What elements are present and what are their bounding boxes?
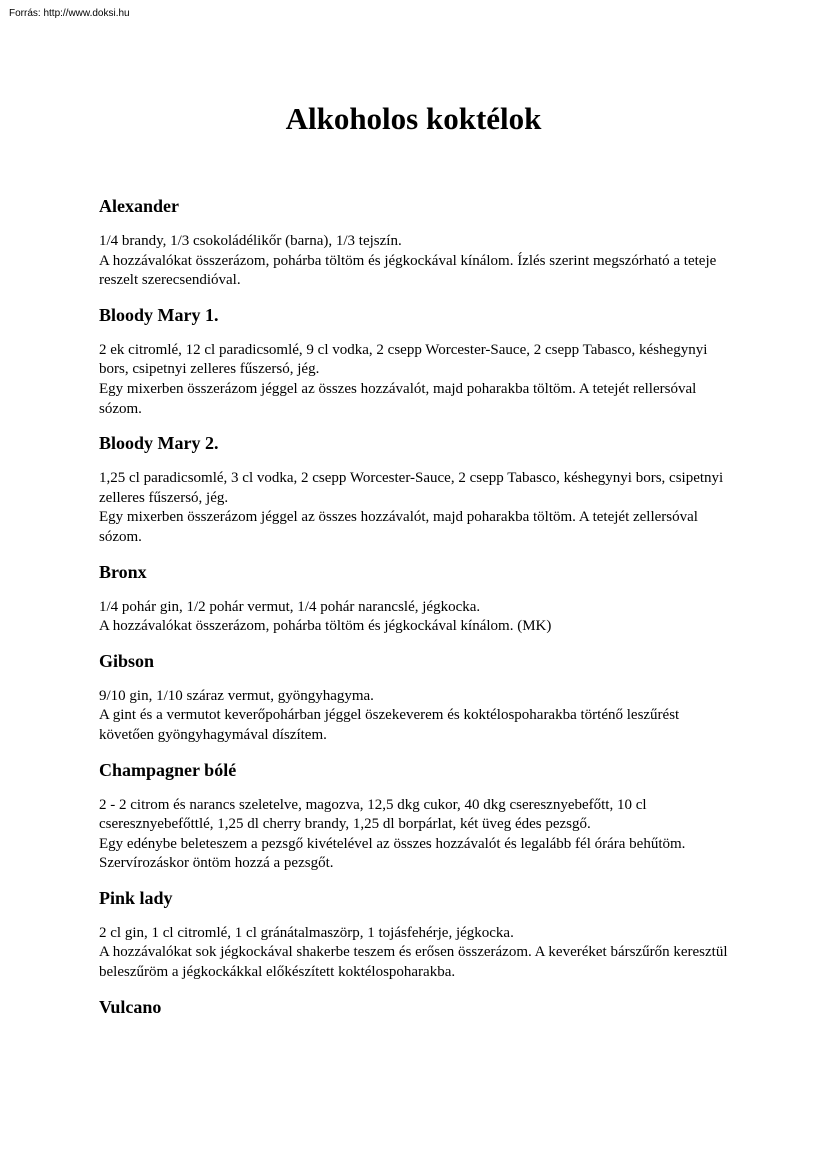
recipe-title: Pink lady <box>99 887 173 908</box>
recipe-gibson <box>99 650 729 746</box>
recipe-alexander <box>99 195 729 291</box>
recipe-ingredients: 2 cl gin, 1 cl citromlé, 1 cl gránátalmaszörp, 1 tojásfehérje, jégkocka. <box>99 924 514 941</box>
recipe-instructions: A gint és a vermutot keverőpohárban jéggel öszekeverem és koktélospoharakba történő leszűrést követően gyöngyhagymával díszítem. <box>99 707 680 743</box>
recipe-ingredients: 2 ek citromlé, 12 cl paradicsomlé, 9 cl vodka, 2 csepp Worcester-Sauce, 2 csepp Tabasco, késhegynyi bors, csipetnyi zelleres fűszersó, jég. <box>99 341 708 378</box>
recipe-title: Bloody Mary 2. <box>99 433 219 454</box>
recipe-instructions: A hozzávalókat összerázom, pohárba töltöm és jégkockával kínálom. Ízlés szerint megszórható a teteje reszelt szerecsendióval. <box>99 252 717 289</box>
recipe-title: Alexander <box>99 196 179 216</box>
recipe-instructions: Egy mixerben összerázom jéggel az összes hozzávalót, majd poharakba töltöm. A tetejét zellersóval sózom. <box>99 509 698 545</box>
source-url-text: Forrás: http://www.doksi.hu <box>9 8 130 19</box>
recipe-pink-lady <box>99 887 729 983</box>
recipe-title: Bloody Mary 1. <box>99 304 219 325</box>
recipe-title: Gibson <box>99 650 155 671</box>
recipe-ingredients: 2 - 2 citrom és narancs szeletelve, magozva, 12,5 dkg cukor, 40 dkg cseresznyebefőtt, 10 cl cseresznyebefőttlé, 1,25 dl cherry brandy, 1,25 dl borpárlat, két üveg édes pezsgő. <box>99 796 647 833</box>
recipe-bloody-mary-2 <box>99 432 729 547</box>
recipe-title: Champagner bólé <box>99 759 237 780</box>
recipe-instructions: A hozzávalókat sok jégkockával shakerbe teszem és erősen összerázom. A keveréket bárszűrőn keresztül beleszűröm a jégkockákkal előkészített koktélospoharakba. <box>99 944 728 981</box>
recipe-champagner-bole <box>99 759 729 874</box>
recipe-instructions: A hozzávalókat összerázom, pohárba töltöm és jégkockával kínálom. (MK) <box>99 618 552 635</box>
recipe-ingredients: 9/10 gin, 1/10 száraz vermut, gyöngyhagyma. <box>99 687 374 704</box>
recipe-instructions: Egy mixerben összerázom jéggel az összes hozzávalót, majd poharakba töltöm. A tetejét rellersóval sózom. <box>99 380 697 417</box>
recipe-bronx <box>99 561 729 637</box>
recipe-ingredients: 1/4 brandy, 1/3 csokoládélikőr (barna), 1/3 tejszín. <box>99 233 402 249</box>
document-title: Alkoholos koktélok <box>285 101 542 136</box>
recipe-bloody-mary-1 <box>99 304 729 419</box>
recipe-list <box>99 195 729 1033</box>
recipe-ingredients: 1,25 cl paradicsomlé, 3 cl vodka, 2 csepp Worcester-Sauce, 2 csepp Tabasco, késhegynyi bors, csipetnyi zelleres fűszersó, jég. <box>99 470 724 506</box>
recipe-title: Bronx <box>99 561 147 582</box>
recipe-title: Vulcano <box>99 996 162 1017</box>
recipe-ingredients: 1/4 pohár gin, 1/2 pohár vermut, 1/4 pohár narancslé, jégkocka. <box>99 598 481 615</box>
recipe-vulcano <box>99 996 729 1019</box>
recipe-instructions: Egy edénybe beleteszem a pezsgő kivételével az összes hozzávalót és legalább fél órára behűtöm. Szervírozáskor öntöm hozzá a pezsgőt. <box>99 835 686 872</box>
